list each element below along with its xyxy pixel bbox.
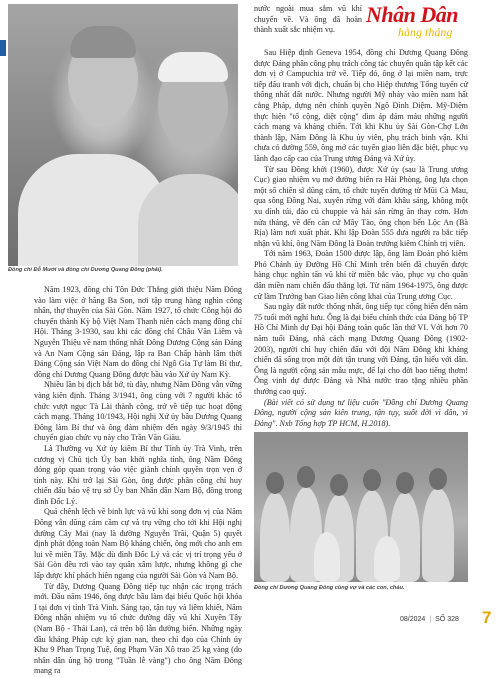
photo-caption-top: Đồng chí Đỗ Mười và đồng chí Dương Quang Đông (phải). [8, 267, 163, 273]
paragraph: Quả chênh lệch về binh lực và vũ khí song đơn vị của Năm Đông vẫn dũng cảm cầm cự và trụ vững cho tới khi Hội nghị đường Cây Mai (nay là đường Nguyễn Trãi, Quận 5) quyết định phát động toàn Nam Bộ kháng chiến, ông mới cho anh em lui về miền Tây. Mặc dù đình Đốc Lý và các vị trí trọng yếu ở Sài Gòn đều rơi vào tay quân xâm lược, nhưng không gì che lấp được khí phách hiên ngang của người Sài Gòn và Nam Bộ. [34, 507, 242, 581]
page-number: 7 [482, 608, 492, 627]
paragraph: Nhiều lần bị địch bắt bớ, tù đày, nhưng Năm Đông vẫn vững vàng kiên định. Tháng 3/1941, ông cùng với 7 người khác tổ chức vượt ngục Tà Lài thành công, trở về tiếp tục hoạt động cách mạng. Tháng 10/1943, Hội nghị Xứ ủy bầu Dương Quang Đông làm Bí thư và ông đảm nhiệm đến ngày 9/3/1945 thì chuyển giao chức vụ này cho Trần Văn Giàu. [34, 380, 242, 443]
paragraph: Từ sau Đồng khởi (1960), được Xứ ủy (sau là Trung ương Cục) giao nhiệm vụ mở đường biển ra Hải Phòng, ông lựa chọn một số chiến sĩ dũng cảm, tổ chức tuyến đường từ Mũi Cà Mau, qua sông Đồng Nai, xuyên rừng với đảm khâu sáng, không một xu dính túi, đảo củ chuppie và hải sản rừng ăn thay cơm. Hơn nửa tháng, về đến căn cứ Mây Tào, ông chọn bến Lộc An (Bà Rịa) làm nơi xuất phát. Khi lập Đoàn 555 đưa người ra bắc tiếp nhận vũ khí, ông Năm Đông là Đoàn trưởng kiêm Chính trị viên. [254, 164, 468, 248]
paragraph: Năm 1923, đồng chí Tôn Đức Thắng giới thiệu Năm Đông vào làm việc ở hãng Ba Son, nơi tập trung hàng nghìn công nhân, thợ thuyền của Sài Gòn. Năm 1927, tổ chức Công hội đỏ chuyển thành Kỳ bộ Việt Nam Thanh niên cách mạng đồng chí Hội. Tháng 3-1930, sau khi các đồng chí Châu Văn Liêm và Nguyễn Thiệu về nam thống nhất Đông Dương Cộng sản Đảng và An Nam Cộng sản Đảng, lập ra Ban Chấp hành lâm thời Đảng Cộng sản Việt Nam do đồng chí Ngô Gia Tự làm Bí thư, đồng chí Dương Quang Đông được bầu vào Xứ ủy Nam Kỳ. [34, 285, 242, 379]
photo-family-group [254, 432, 468, 582]
paragraph: Sau Hiệp định Geneva 1954, đồng chí Dương Quang Đông được Đảng phân công phụ trách công tác chuyển quân tập kết các đơn vị ở Campuchia trở về. Tiếp đó, ông ở lại miền nam, trực tiếp đấu tranh với địch, chuẩn bị cho Hiệp thương Tổng tuyển cử thống nhất đất nước. Nhưng người Mỹ nhảy vào miền nam hất cẳng Pháp, dựng nên chính quyền Ngô Đình Diệm. Mỹ-Diệm thực hiện "tố cộng, diệt cộng" dìm áp đảm máu những người cách mạng và kháng chiến. Tới khi Khu ủy Sài Gòn-Chợ Lớn thành lập, Năm Đông là Khu ủy viên, phụ trách binh vận. Khi chưa có đường 559, ông mở các tuyến giao liên đặc biệt, phục vụ lãnh đạo cấp cao của Trung ương Đảng và Xứ ủy. [254, 48, 468, 163]
logo-title: Nhân Dân [366, 2, 458, 27]
photo-caption-bottom: Đồng chí Dương Quang Đông cùng vợ và các con, cháu. [254, 585, 405, 591]
article-left-column [34, 285, 242, 677]
section-edge-tab [0, 40, 6, 56]
article-right-column-lead [254, 4, 362, 36]
paragraph: Tới năm 1963, Đoàn 1500 được lập, ông làm Đoàn phó kiêm Phó Chánh ủy Đường Hồ Chí Minh trên biển đã chuyển được hàng chục nghìn tấn vũ khí từ miền bắc vào, phục vụ cho quân dân miền nam chiến đấu thắng lợi. Từ năm 1964-1975, ông được cử làm Trưởng ban Giao liên công khai của Trung ương Cục. [254, 249, 468, 301]
paragraph: Từ đây, Dương Quang Đông tiếp tục nhận các trọng trách mới. Đầu năm 1946, ông được bầu làm đại biểu Quốc hội khóa I tại đơn vị tỉnh Trà Vinh. Sáng tạo, tận tụy và liêm khiết, Năm Đông nhận nhiệm vụ tổ chức đường dây vũ khí Xuyên Tây (Nam Bộ - Thái Lan), cả trên bộ lẫn đường biển. Những ngày đầu kháng Pháp cực kỳ gian nan, theo chỉ đạo của Chính ủy Khu 9 Phan Trọng Tuệ, ông Phạm Văn Xô trao 25 kg vàng (do nhân dân ủng hộ trong "Tuần lễ vàng") cho ông Năm Đông mang ra [34, 581, 242, 676]
paragraph: Sau ngày đất nước thống nhất, ông tiếp tục cống hiến đến năm 75 tuổi mới nghỉ hưu. Ông là đại biểu chính thức của Đảng bộ TP Hồ Chí Minh dự Đại hội Đảng toàn quốc lần thứ VI. Với hơn 70 năm tuổi Đảng, nhà cách mạng Dương Quang Đông (1902-2003), người chỉ huy chiến đấu với đội Năm Đông khi kháng chiến đã sống trọn một đời tận trung với Đảng, tận hiếu với dân. Ông là người cộng sản mẫu mực, để lại cho đời bao tiếng thơm! Ông vinh dự được Đảng và Nhà nước trao tặng nhiều phần thưởng cao quý. [254, 302, 468, 396]
logo-subtitle: hằng tháng [398, 25, 453, 39]
nhan-dan-logo [366, 4, 492, 44]
paragraph: Là Thường vụ Xứ ủy kiêm Bí thư Tỉnh ủy Trà Vinh, trên cương vị Chủ tịch Ủy ban khởi nghĩa tỉnh, ông Năm Đông đóng góp quan trọng vào việc giành chính quyền trọn vẹn ở tỉnh này. Khi trở lại Sài Gòn, ông được phân công chỉ huy chiến đấu bảo vệ trụ sở Ủy ban Nhân dân Nam Bộ, đồng trong đình Đốc Lý. [34, 443, 242, 506]
paragraph: nước ngoài mua sắm vũ khí chuyển về. Và ông đã hoàn thành xuất sắc nhiệm vụ. [254, 4, 362, 35]
issue-number: SỐ 328 [435, 616, 459, 623]
photo-portrait-two-men [8, 4, 238, 266]
article-right-column [254, 48, 468, 429]
issue-date: 08/2024 [400, 616, 426, 623]
page-footer: 08/2024 | SỐ 328 [400, 616, 459, 623]
source-note: (Bài viết có sử dụng tư liệu cuốn "Đồng chí Dương Quang Đông, người cộng sản kiên trung, tận tụy, suốt đời vì dân, vì Đảng". Nxb Tổng hợp TP HCM, H.2018). [254, 397, 468, 428]
